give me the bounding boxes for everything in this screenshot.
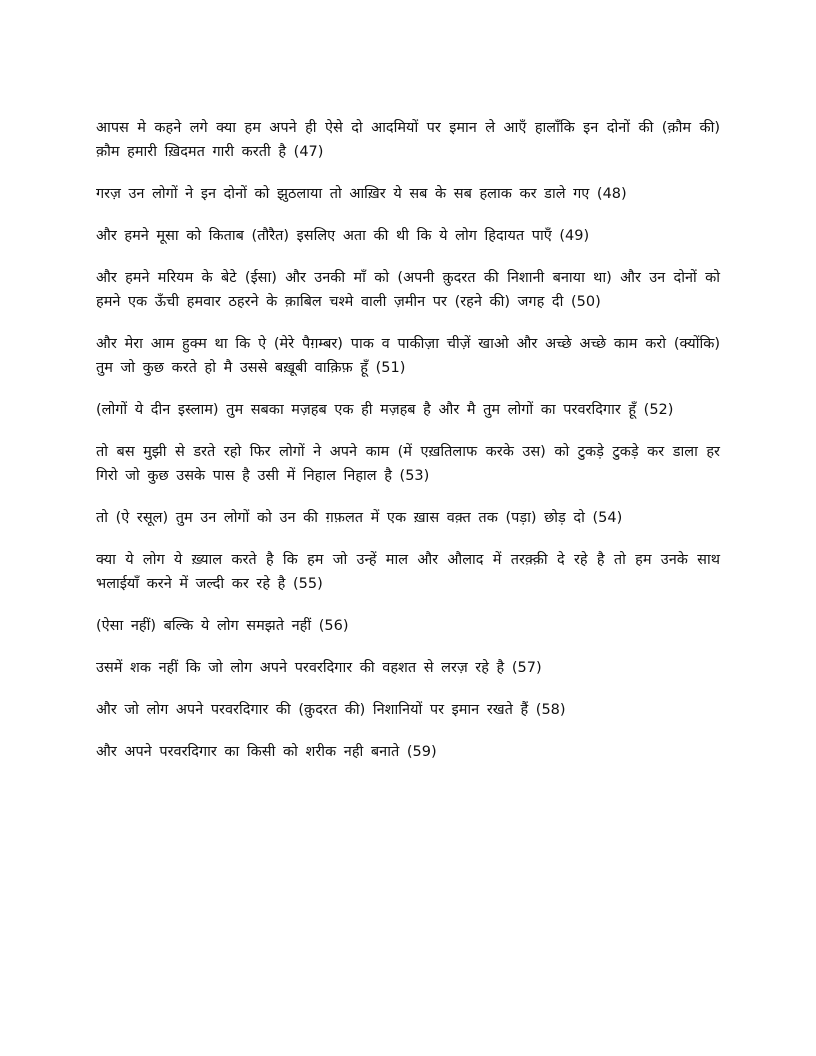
- verse-58: और जो लोग अपने परवरदिगार की (क़ुदरत की) निशानियों पर इमान रखते हैं (58): [96, 702, 566, 718]
- verse-54: तो (ऐ रसूल) तुम उन लोगों को उन की ग़फ़लत में एक ख़ास वक़्त तक (पड़ा) छोड़ दो (54): [96, 510, 623, 526]
- document-page: [96, 116, 720, 782]
- verse-47: आपस मे कहने लगे क्या हम अपने ही ऐसे दो आदमियों पर इमान ले आएँ हालाँकि इन दोनों की (क़ौम की) क़ौम हमारी ख़िदमत गारी करती है (47): [96, 120, 720, 160]
- verse-55: क्या ये लोग ये ख़्याल करते है कि हम जो उन्हें माल और औलाद में तरक़्क़ी दे रहे है तो हम उनके साथ भलाईयाँ करने में जल्दी कर रहे है (55): [96, 552, 720, 592]
- verse-57: उसमें शक नहीं कि जो लोग अपने परवरदिगार की वहशत से लरज़ रहे है (57): [96, 660, 542, 676]
- verse-59: और अपने परवरदिगार का किसी को शरीक नही बनाते (59): [96, 744, 437, 760]
- verse-53: तो बस मुझी से डरते रहो फिर लोगों ने अपने काम (में एख़तिलाफ करके उस) को टुकड़े टुकड़े कर डाला हर गिरो जो कुछ उसके पास है उसी में निहाल निहाल है (53): [96, 444, 720, 484]
- verse-51: और मेरा आम हुक्म था कि ऐ (मेरे पैग़म्बर) पाक व पाकीज़ा चीज़ें खाओ और अच्छे अच्छे काम करो (क्योंकि) तुम जो कुछ करते हो मै उससे बख़ूबी वाक़िफ़ हूँ (51): [96, 336, 720, 376]
- verse-50: और हमने मरियम के बेटे (ईसा) और उनकी माँ को (अपनी क़ुदरत की निशानी बनाया था) और उन दोनों को हमने एक ऊँची हमवार ठहरने के क़ाबिल चश्मे वाली ज़मीन पर (रहने की) जगह दी (50): [96, 270, 720, 310]
- verse-48: गरज़ उन लोगों ने इन दोनों को झुठलाया तो आख़िर ये सब के सब हलाक कर डाले गए (48): [96, 186, 627, 202]
- verse-49: और हमने मूसा को किताब (तौरैत) इसलिए अता की थी कि ये लोग हिदायत पाएँ (49): [96, 228, 590, 244]
- verse-52: (लोगों ये दीन इस्लाम) तुम सबका मज़हब एक ही मज़हब है और मै तुम लोगों का परवरदिगार हूँ (52): [96, 402, 674, 418]
- verse-56: (ऐसा नहीं) बल्कि ये लोग समझते नहीं (56): [96, 618, 349, 634]
